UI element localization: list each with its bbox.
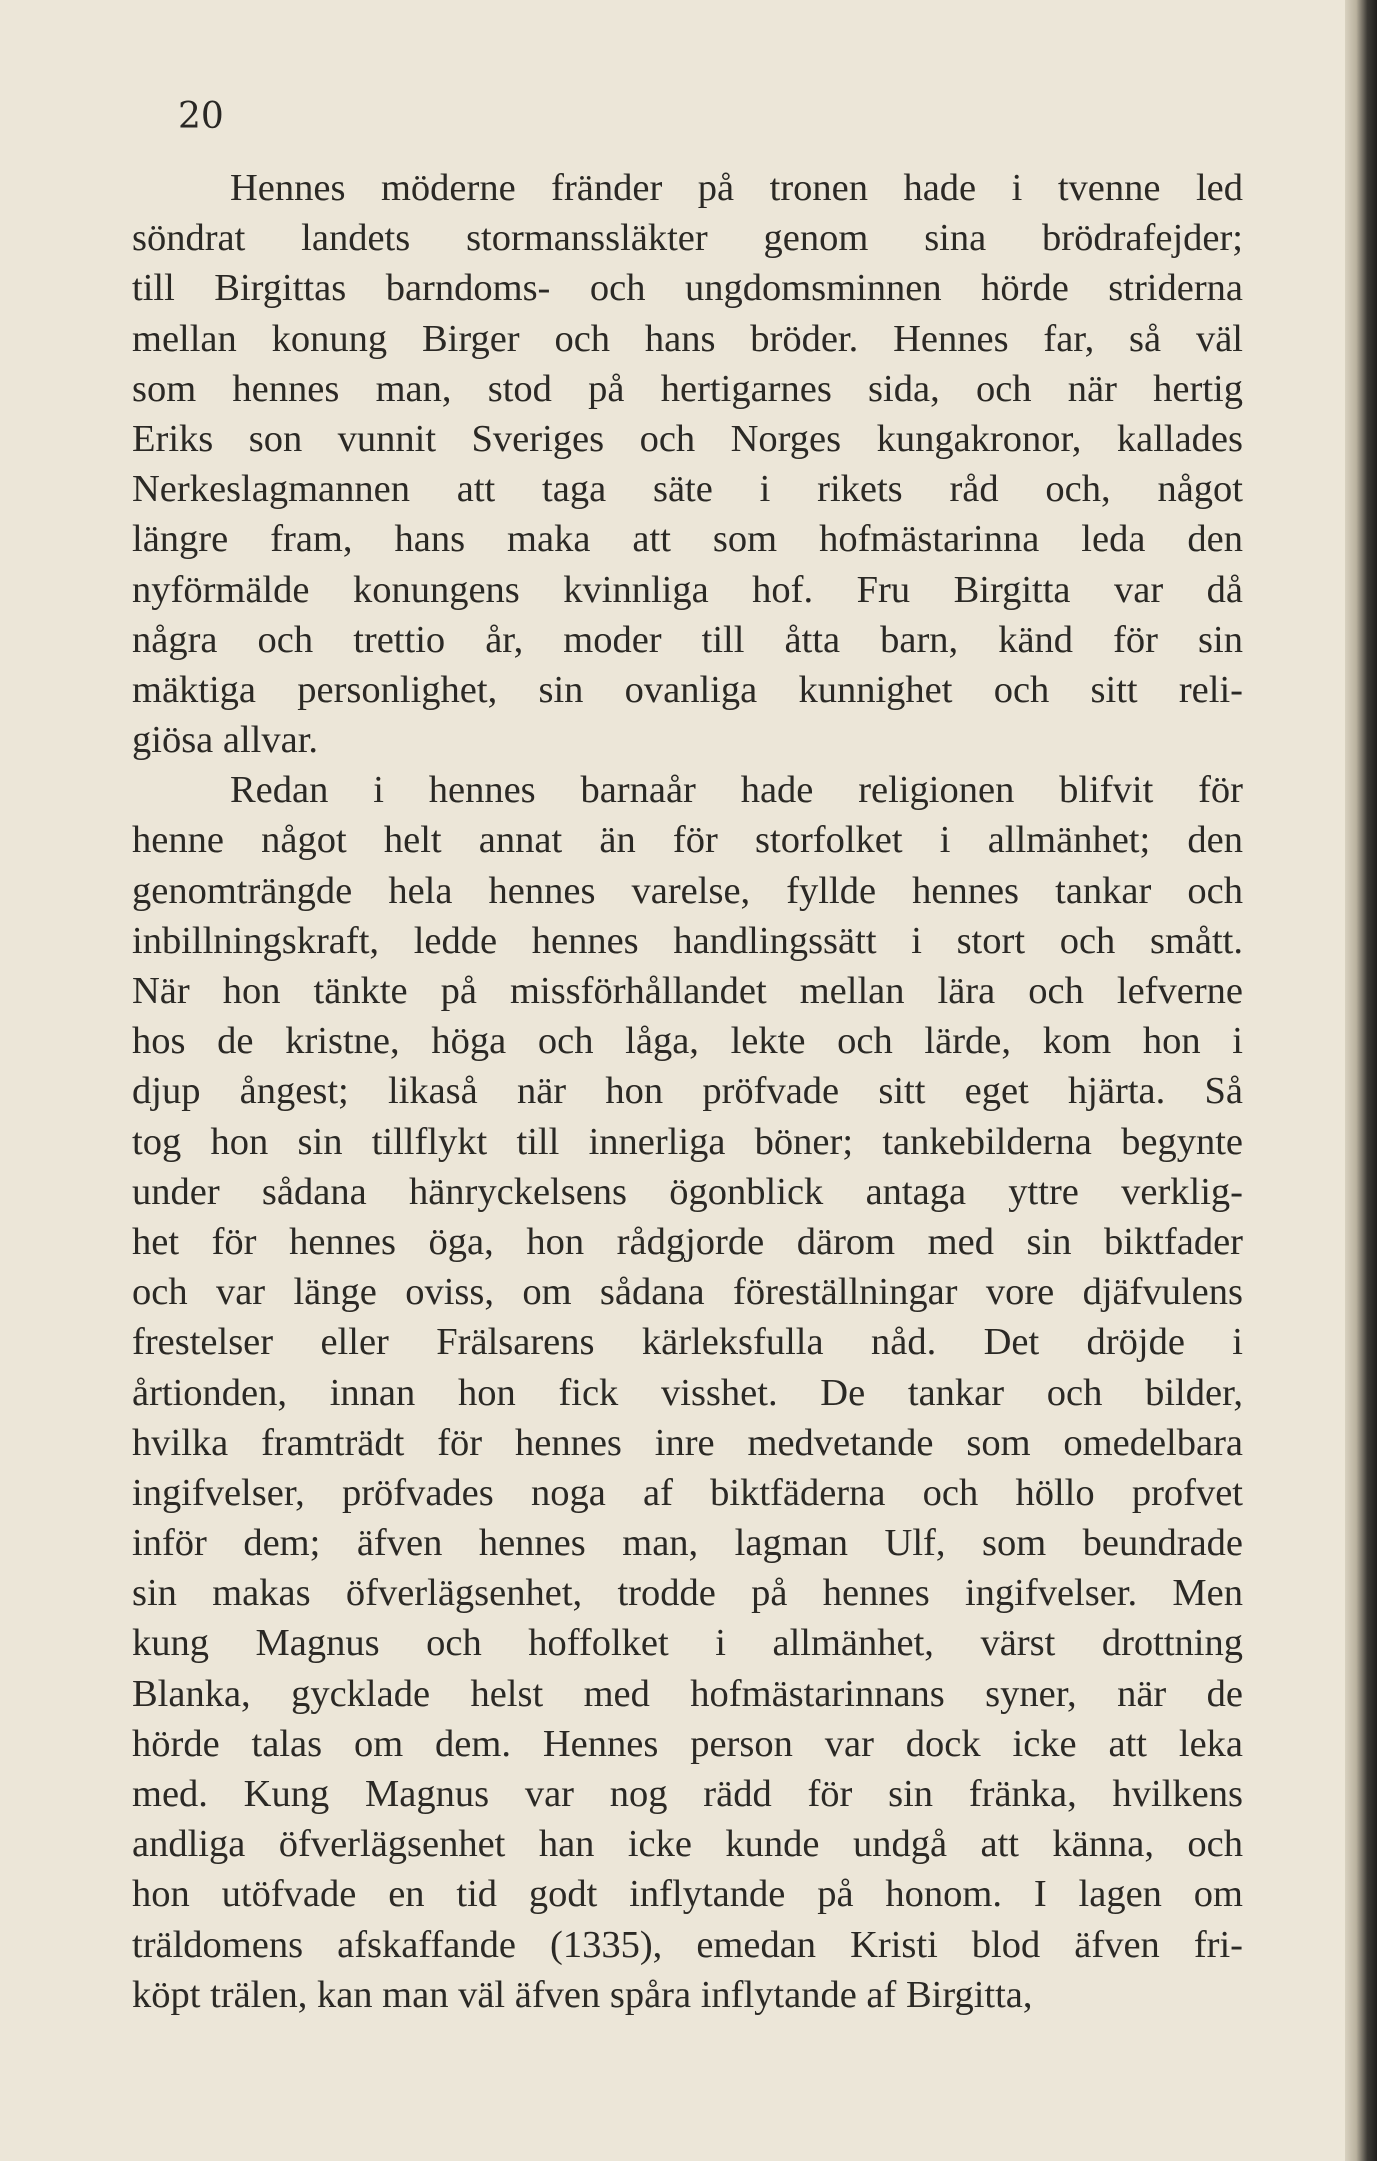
text-line: Nerkeslagmannen att taga säte i rikets råd och, något [132, 468, 1243, 511]
paragraph [132, 765, 1243, 2020]
text-line: het för hennes öga, hon rådgjorde därom med sin biktfader [132, 1220, 1243, 1263]
text-line: djup ångest; likaså när hon pröfvade sitt eget hjärta. Så [132, 1070, 1243, 1113]
text-line: giösa allvar. [132, 719, 319, 762]
text-line: inbillningskraft, ledde hennes handlingssätt i stort och smått. [132, 919, 1243, 962]
text-line: frestelser eller Frälsarens kärleksfulla nåd. Det dröjde i [132, 1321, 1243, 1364]
text-line: genomträngde hela hennes varelse, fyllde hennes tankar och [132, 869, 1243, 912]
page-number: 20 [178, 96, 224, 137]
text-line: med. Kung Magnus var nog rädd för sin fränka, hvilkens [132, 1773, 1243, 1815]
text-line: Blanka, gycklade helst med hofmästarinnans syner, när de [132, 1672, 1243, 1715]
text-line: nyförmälde konungens kvinnliga hof. Fru Birgitta var då [132, 568, 1243, 611]
text-line: hörde talas om dem. Hennes person var dock icke att leka [132, 1722, 1243, 1765]
text-line: henne något helt annat än för storfolket i allmänhet; den [132, 819, 1243, 862]
page-edge-shadow [1345, 0, 1377, 2161]
text-line: hos de kristne, höga och låga, lekte och lärde, kom hon i [132, 1020, 1243, 1063]
text-line: under sådana hänryckelsens ögonblick antaga yttre verklig- [132, 1170, 1243, 1213]
text-line: inför dem; äfven hennes man, lagman Ulf, som beundrade [132, 1522, 1243, 1565]
text-line: några och trettio år, moder till åtta barn, känd för sin [132, 618, 1243, 661]
text-line: Redan i hennes barnaår hade religionen blifvit för [230, 769, 1243, 812]
text-line: söndrat landets stormanssläkter genom sina brödrafejder; [132, 217, 1243, 260]
text-line: mäktiga personlighet, sin ovanliga kunnighet och sitt reli- [132, 668, 1243, 711]
text-line: När hon tänkte på missförhållandet mellan lära och lefverne [132, 970, 1243, 1012]
text-line: Eriks son vunnit Sveriges och Norges kungakronor, kallades [132, 417, 1243, 460]
text-line: och var länge oviss, om sådana föreställningar vore djäfvulens [132, 1271, 1243, 1314]
text-line: köpt trälen, kan man väl äfven spåra inflytande af Birgitta, [132, 1973, 1033, 2016]
text-line: mellan konung Birger och hans bröder. Hennes far, så väl [132, 317, 1243, 360]
text-line: träldomens afskaffande (1335), emedan Kristi blod äfven fri- [132, 1923, 1243, 1966]
text-line: längre fram, hans maka att som hofmästarinna leda den [132, 518, 1243, 561]
paragraphs-container [132, 163, 1243, 2020]
text-line: Hennes möderne fränder på tronen hade i tvenne led [230, 167, 1243, 209]
text-line: tog hon sin tillflykt till innerliga böner; tankebilderna begynte [132, 1120, 1243, 1163]
text-line: årtionden, innan hon fick visshet. De tankar och bilder, [132, 1371, 1243, 1414]
text-line: kung Magnus och hoffolket i allmänhet, värst drottning [132, 1622, 1243, 1665]
text-line: som hennes man, stod på hertigarnes sida, och när hertig [132, 367, 1243, 410]
text-line: sin makas öfverlägsenhet, trodde på hennes ingifvelser. Men [132, 1572, 1243, 1615]
text-line: hvilka framträdt för hennes inre medvetande som omedelbara [132, 1421, 1243, 1464]
body-text [132, 163, 1243, 2020]
text-line: andliga öfverlägsenhet han icke kunde undgå att känna, och [132, 1823, 1243, 1866]
text-line: hon utöfvade en tid godt inflytande på honom. I lagen om [132, 1873, 1243, 1916]
text-line: ingifvelser, pröfvades noga af biktfäderna och höllo profvet [132, 1471, 1243, 1514]
text-line: till Birgittas barndoms- och ungdomsminnen hörde striderna [132, 267, 1243, 310]
paragraph [132, 163, 1243, 765]
